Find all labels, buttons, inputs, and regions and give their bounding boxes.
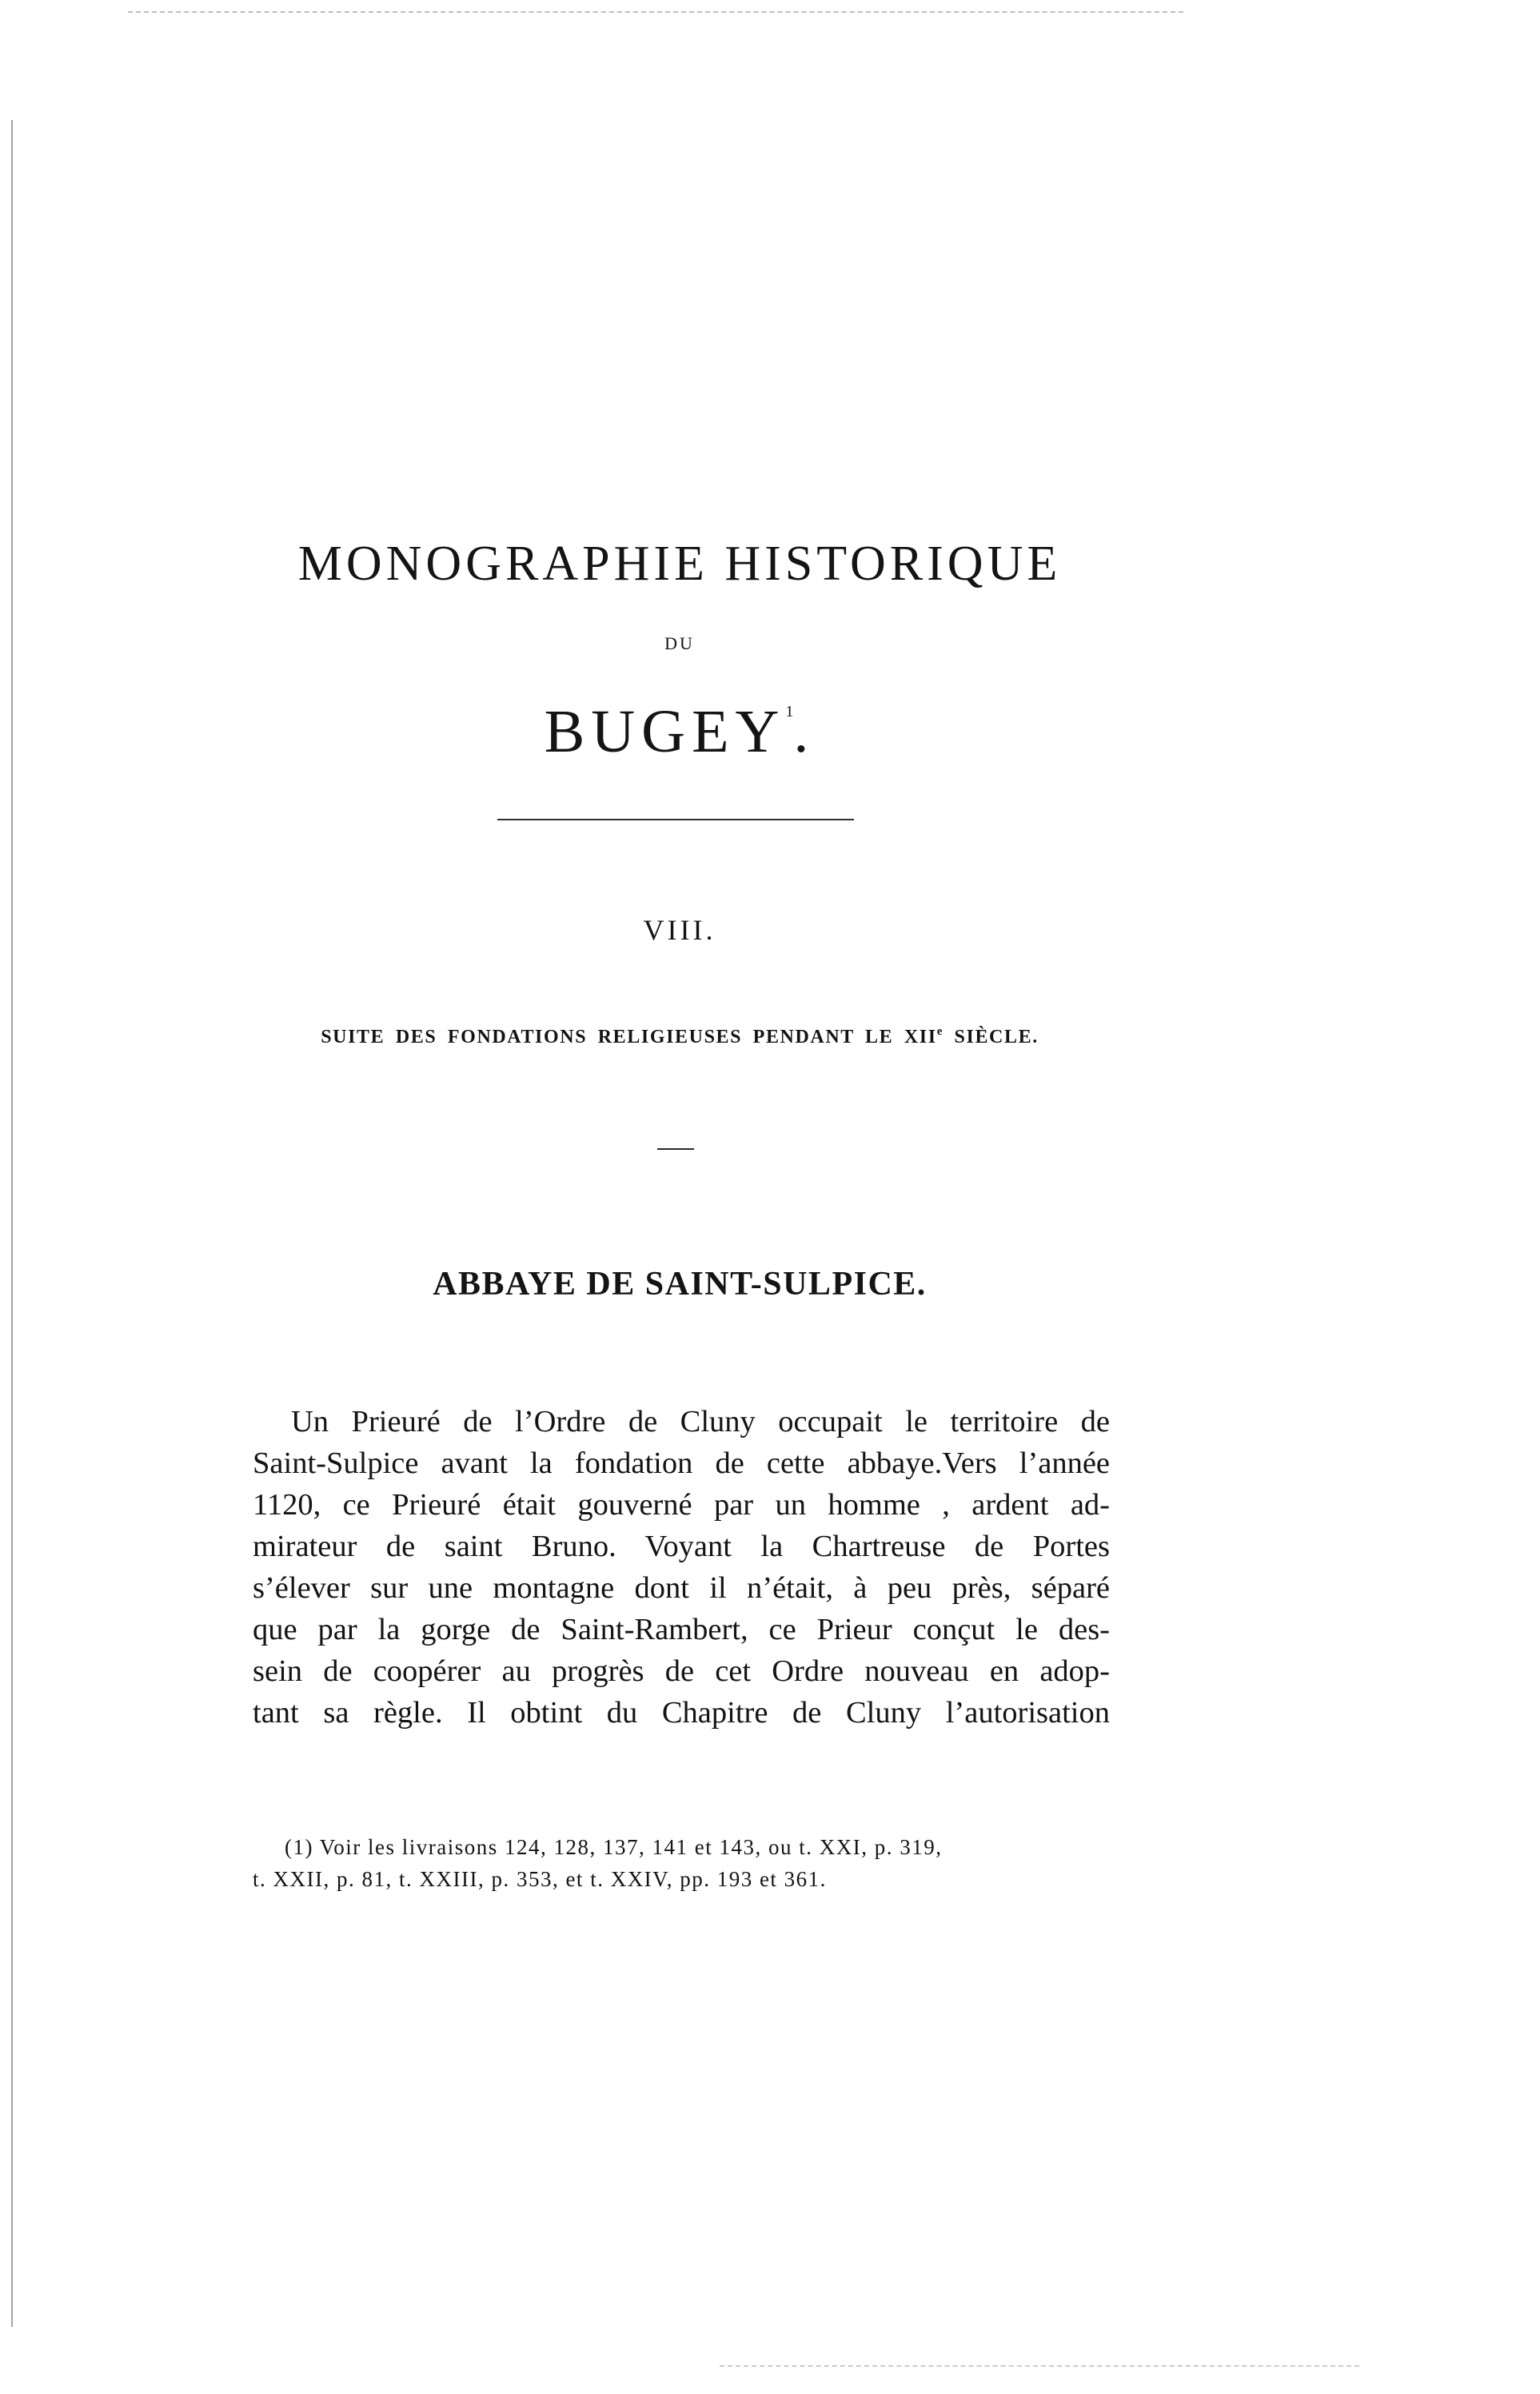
body-line: mirateur de saint Bruno. Voyant la Chartreuse de Portes xyxy=(253,1530,1110,1563)
chapter-subtitle-end: SIÈCLE. xyxy=(943,1027,1039,1047)
footnote xyxy=(253,1831,1110,1895)
body-line: Saint-Sulpice avant la fondation de cette abbaye.Vers l’année xyxy=(253,1446,1110,1480)
section-divider xyxy=(657,1148,694,1150)
footnote-line: t. XXII, p. 81, t. XXIII, p. 353, et t. XXIV, pp. 193 et 361. xyxy=(253,1867,827,1891)
title-subject xyxy=(0,697,1359,767)
scan-artifact-left-edge xyxy=(11,120,13,2327)
body-line: sein de coopérer au progrès de cet Ordre nouveau en adop- xyxy=(253,1654,1110,1688)
body-line: 1120, ce Prieuré était gouverné par un homme , ardent ad- xyxy=(253,1488,1110,1522)
title-subject-text: BUGEY xyxy=(544,698,786,765)
body-paragraph xyxy=(253,1401,1110,1734)
page-title: MONOGRAPHIE HISTORIQUE xyxy=(297,537,1062,591)
scan-artifact-bottom xyxy=(720,2365,1359,2367)
chapter-number: VIII. xyxy=(643,914,716,946)
footnote-reference: 1 xyxy=(785,703,794,720)
scan-artifact-top xyxy=(128,11,1183,13)
body-line: Un Prieuré de l’Ordre de Cluny occupait le territoire de xyxy=(291,1405,1110,1438)
title-connector: DU xyxy=(664,633,695,653)
title-divider xyxy=(497,819,854,820)
footnote-line: (1) Voir les livraisons 124, 128, 137, 141 et 143, ou t. XXI, p. 319, xyxy=(285,1835,943,1859)
chapter-subtitle xyxy=(0,1025,1359,1048)
chapter-subtitle-text: SUITE DES FONDATIONS RELIGIEUSES PENDANT LE XII xyxy=(321,1027,937,1047)
body-line: s’élever sur une montagne dont il n’était, à peu près, séparé xyxy=(253,1571,1110,1605)
section-title: ABBAYE DE SAINT-SULPICE. xyxy=(433,1266,927,1303)
body-line: tant sa règle. Il obtint du Chapitre de Cluny l’autorisation xyxy=(253,1696,1110,1730)
body-line: que par la gorge de Saint-Rambert, ce Prieur conçut le des- xyxy=(253,1613,1110,1646)
title-subject-period: . xyxy=(793,698,816,765)
chapter-subtitle-superscript: e xyxy=(936,1025,944,1038)
